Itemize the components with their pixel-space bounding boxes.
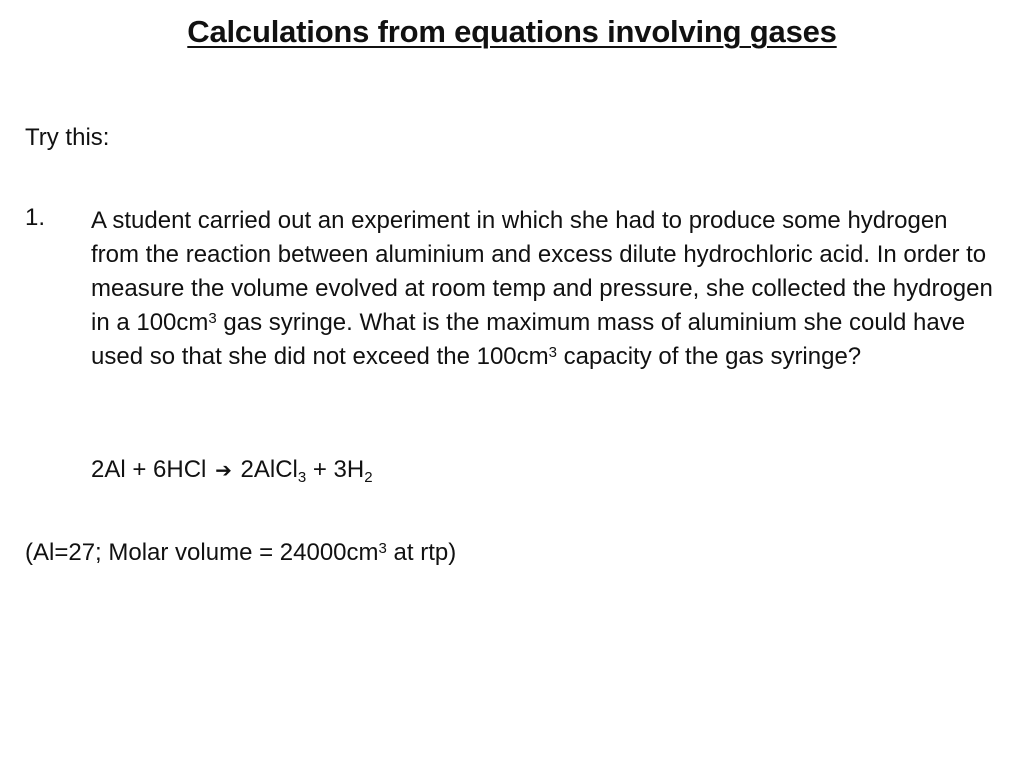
question-text	[91, 204, 996, 374]
constants-text-part2: at rtp)	[386, 539, 457, 566]
subscript: 3	[297, 469, 307, 486]
subscript: 2	[364, 469, 373, 486]
slide-title: Calculations from equations involving gases	[187, 14, 837, 49]
right-arrow-icon: ➔	[215, 458, 232, 482]
equation-product-h: + 3H	[306, 456, 365, 483]
constants-note	[25, 539, 456, 567]
question-text-part3: capacity of the gas syringe?	[556, 343, 862, 370]
superscript-cubed: 3	[208, 310, 217, 327]
chemical-equation	[91, 456, 373, 484]
question-number: 1.	[25, 204, 46, 231]
question-text-part2: gas syringe. What is the maximum mass of aluminium she could have used so that she did not exceed the 100cm	[91, 309, 966, 370]
equation-product-alcl: 2AlCl	[240, 456, 298, 483]
equation-reactants: 2Al + 6HCl	[91, 456, 207, 483]
superscript-cubed: 3	[548, 344, 557, 361]
constants-text-part1: (Al=27; Molar volume = 24000cm	[25, 539, 379, 566]
question-text-part1: A student carried out an experiment in which she had to produce some hydrogen from the reaction between aluminium and excess dilute hydrochloric acid. In order to measure the volume evolved at room temp and pressure, she collected the hydrogen in a 100cm	[91, 207, 993, 336]
superscript-cubed: 3	[378, 540, 387, 557]
intro-text: Try this:	[25, 124, 110, 151]
